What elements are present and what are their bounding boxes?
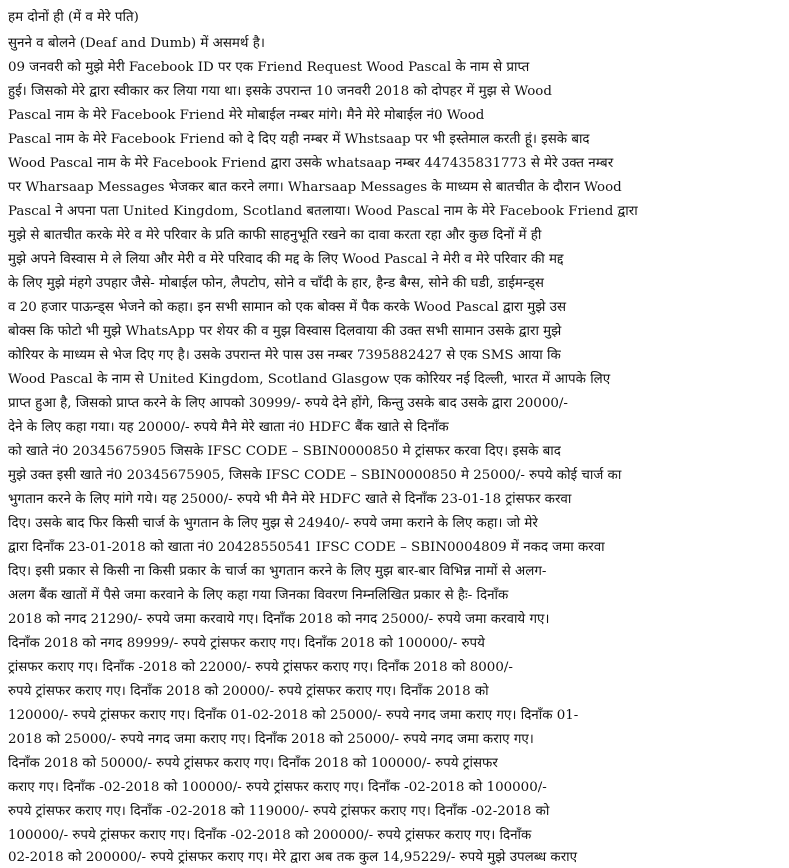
text-line: कराए गए। दिनाँक -02-2018 को 100000/- रुपये ट्रांसफर कराए गए। दिनाँक -02-2018 को 100000/-: [8, 780, 547, 795]
text-line: 120000/- रुपये ट्रांसफर कराए गए। दिनाँक 01-02-2018 को 25000/- रुपये नगद जमा कराए गए। दिनाँक 01-: [8, 708, 579, 723]
text-line: सुनने व बोलने (Deaf and Dumb) में असमर्थ है।: [8, 36, 265, 51]
text-line: कोरियर के माध्यम से भेज दिए गए है। उसके उपरान्त मेरे पास उस नम्बर 7395882427 से एक SMS आया कि: [8, 348, 561, 363]
text-line: देने के लिए कहा गया। यह 20000/- रुपये मैने मेरे खाता नं0 HDFC बैंक खाते से दिनाँक: [8, 420, 449, 435]
text-line: दिनाँक 2018 को नगद 89999/- रुपये ट्रांसफर कराए गए। दिनाँक 2018 को 100000/- रुपये: [8, 636, 485, 651]
text-line: को खाते नं0 20345675905 जिसके IFSC CODE – SBIN0000850 मे ट्रांसफर करवा दिए। इसके बाद: [8, 444, 561, 459]
text-line: दिए। उसके बाद फिर किसी चार्ज के भुगतान के लिए मुझ से 24940/- रुपये जमा कराने के लिए कहा। जो मेरे: [8, 516, 538, 531]
text-line: रुपये ट्रांसफर कराए गए। दिनाँक 2018 को 20000/- रुपये ट्रांसफर कराए गए। दिनाँक 2018 को: [8, 684, 489, 699]
text-line: द्वारा दिनाँक 23-01-2018 को खाता नं0 20428550541 IFSC CODE – SBIN0004809 में नकद जमा करवा: [8, 540, 605, 555]
text-line: बोक्स कि फोटो भी मुझे WhatsApp पर शेयर की व मुझ विस्वास दिलवाया की उक्त सभी सामान उसके द्वारा मुझे: [8, 324, 562, 339]
text-line: दिनाँक 2018 को 50000/- रुपये ट्रांसफर कराए गए। दिनाँक 2018 को 100000/- रुपये ट्रांसफर: [8, 756, 498, 771]
text-line: Pascal नाम के मेरे Facebook Friend मेरे मोबाईल नम्बर मांगे। मैने मेरे मोबाईल नं0 Wood: [8, 108, 485, 123]
text-line: 2018 को 25000/- रुपये नगद जमा कराए गए। दिनाँक 2018 को 25000/- रुपये नगद जमा कराए गए।: [8, 732, 534, 747]
text-line: पर Wharsaap Messages भेजकर बात करने लगा। Wharsaap Messages के माध्यम से बातचीत के दौरान Wood: [8, 180, 622, 195]
text-line: 100000/- रुपये ट्रांसफर कराए गए। दिनाँक -02-2018 को 200000/- रुपये ट्रांसफर कराए गए। दिनाँक: [8, 828, 532, 843]
text-line: प्राप्त हुआ है, जिसको प्राप्त करने के लिए आपको 30999/- रुपये देने होंगे, किन्तु उसके बाद उसके द्वारा 20000/-: [8, 396, 568, 411]
text-line: रुपये ट्रांसफर कराए गए। दिनाँक -02-2018 को 119000/- रुपये ट्रांसफर कराए गए। दिनाँक -02-2018 को: [8, 804, 550, 819]
text-line: व 20 हजार पाऊन्ड्स भेजने को कहा। इन सभी सामान को एक बोक्स में पैक करके Wood Pascal द्वारा मुझे उस: [8, 300, 567, 315]
text-line: हुई। जिसको मेरे द्वारा स्वीकार कर लिया गया था। इसके उपरान्त 10 जनवरी 2018 को दोपहर में मुझ से Wood: [8, 84, 552, 99]
text-line: ट्रांसफर कराए गए। दिनाँक -2018 को 22000/- रुपये ट्रांसफर कराए गए। दिनाँक 2018 को 8000/-: [8, 660, 513, 675]
text-line: हम दोनों ही (में व मेरे पति): [8, 10, 139, 25]
text-line: भुगतान करने के लिए मांगे गये। यह 25000/- रुपये भी मैने मेरे HDFC खाते से दिनाँक 23-01-18 ट्रांसफर करवा: [8, 492, 572, 507]
text-line: 2018 को नगद 21290/- रुपये जमा करवाये गए। दिनाँक 2018 को नगद 25000/- रुपये जमा करवाये गए।: [8, 612, 550, 627]
text-line: अलग बैंक खातों में पैसे जमा करवाने के लिए कहा गया जिनका विवरण निम्नलिखित प्रकार से हैः- दिनाँक: [8, 588, 509, 603]
text-line: Wood Pascal के नाम से United Kingdom, Scotland Glasgow एक कोरियर नई दिल्ली, भारत में आपके लिए: [8, 372, 611, 387]
text-line: मुझे अपने विस्वास मे ले लिया और मेरी व मेरे परिवाद की मद्द के लिए Wood Pascal ने मेरी व मेरे परिवार की मद्द: [8, 252, 564, 267]
text-line: 09 जनवरी को मुझे मेरी Facebook ID पर एक Friend Request Wood Pascal के नाम से प्राप्त: [8, 60, 530, 75]
text-line: मुझे उक्त इसी खाते नं0 20345675905, जिसके IFSC CODE – SBIN0000850 मे 25000/- रुपये कोई चार्ज का: [8, 468, 622, 483]
text-line: के लिए मुझे मंहगे उपहार जैसे- मोबाईल फोन, लैपटोप, सोने व चाँदी के हार, हैन्ड बैग्स, सोने की घडी, डाईमन्ड्स: [8, 276, 544, 291]
text-line: दिए। इसी प्रकार से किसी ना किसी प्रकार के चार्ज का भुगतान करने के लिए मुझ बार-बार विभिन्न नामों से अलग-: [8, 564, 547, 579]
text-line: 02-2018 को 200000/- रुपये ट्रांसफर कराए गए। मेरे द्वारा अब तक कुल 14,95229/- रुपये मुझे उपलब्ध कराए: [8, 850, 578, 865]
text-line: Wood Pascal नाम के मेरे Facebook Friend द्वारा उसके whatsaap नम्बर 447435831773 से मेरे उक्त नम्बर: [8, 156, 614, 171]
text-line: Pascal नाम के मेरे Facebook Friend को दे दिए यही नम्बर में Whstsaap पर भी इस्तेमाल करती हूं। इसके बाद: [8, 132, 590, 147]
text-line: Pascal ने अपना पता United Kingdom, Scotland बतलाया। Wood Pascal नाम के मेरे Facebook Friend द्वारा: [8, 204, 638, 219]
text-line: मुझे से बातचीत करके मेरे व मेरे परिवार के प्रति काफी साहनुभूति रखने का दावा करता रहा और कुछ दिनों में ही: [8, 228, 542, 243]
